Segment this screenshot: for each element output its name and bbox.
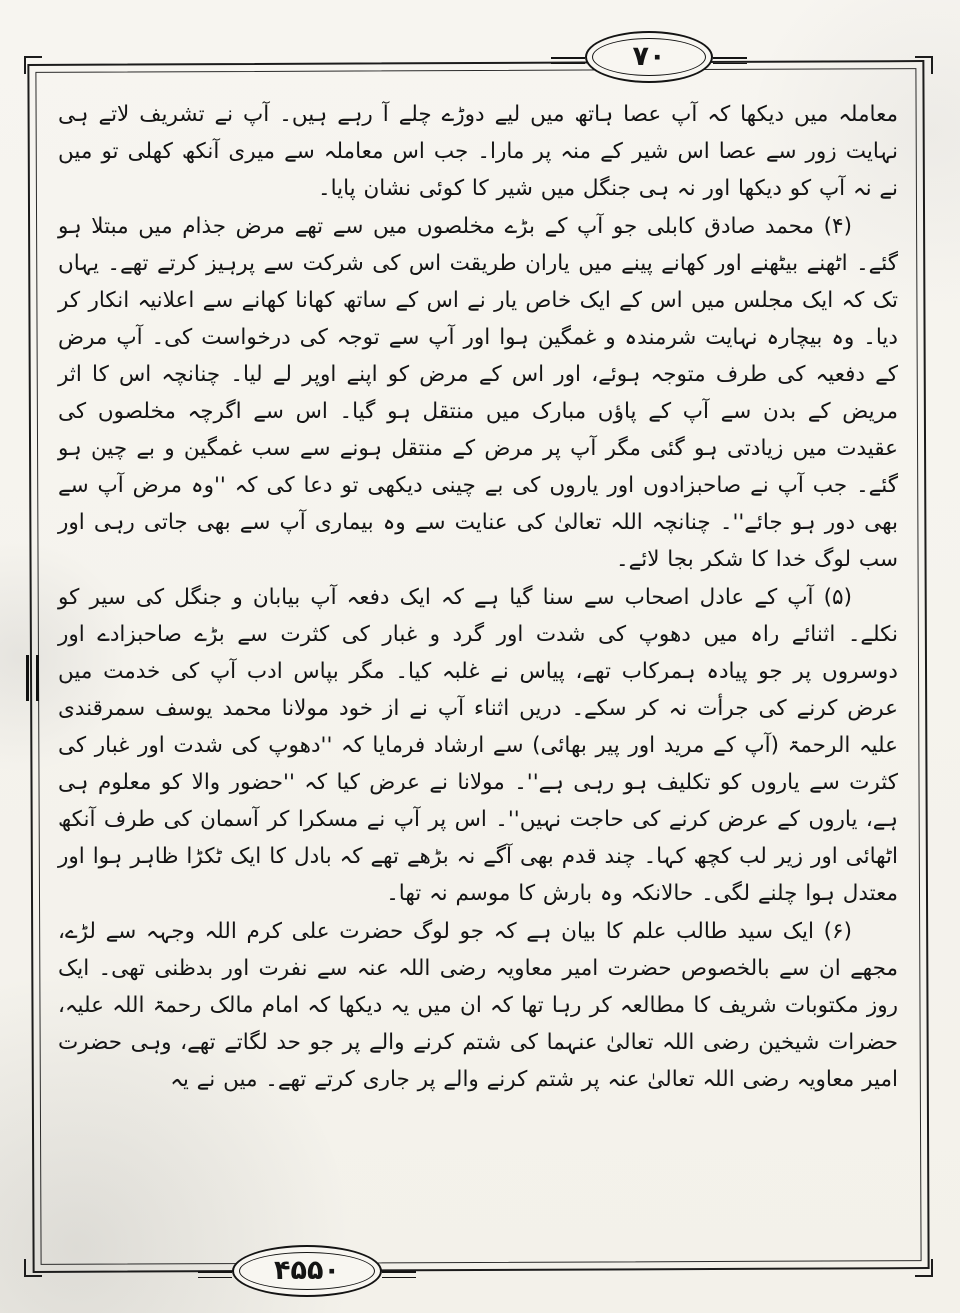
- corner-ornament-bottom-right: [915, 1259, 933, 1277]
- page-text-block: [58, 96, 898, 1223]
- page-number-cartouche-bottom: [232, 1247, 382, 1295]
- urdu-paragraph-5: (۵) آپ کے عادل اصحاب سے سنا گیا ہے کہ ایک دفعہ آپ بیابان و جنگل کی سیر کو نکلے۔ اثنائے راہ میں دھوپ کی شدت اور گرد و غبار کی کثرت سے بڑے صاحبزادے اور دوسروں پر جو پیادہ ہمرکاب تھے، پیاس نے غلبہ کیا۔ مگر بپاس ادب آپ کی خدمت میں عرض کرنے کی جرأت نہ کر سکے۔ دریں اثناء آپ نے از خود مولانا محمد یوسف سمرقندی علیہ الرحمۃ (آپ کے مرید اور پیر بھائی) سے ارشاد فرمایا کہ ''دھوپ کی شدت اور غبار کی کثرت سے یاروں کو تکلیف ہو رہی ہے''۔ مولانا نے عرض کیا کہ ''حضور والا کو معلوم ہی ہے، یاروں کے عرض کرنے کی حاجت نہیں''۔ اس پر آپ نے مسکرا کر آسمان کی طرف آنکھ اٹھائی اور زیر لب کچھ کہا۔ چند قدم بھی آگے نہ بڑھے تھے کہ بادل کا ایک ٹکڑا ظاہر ہوا اور معتدل ہوا چلنے لگی۔ حالانکہ وہ بارش کا موسم نہ تھا۔: [58, 585, 898, 906]
- urdu-paragraph-4: (۴) محمد صادق کابلی جو آپ کے بڑے مخلصوں میں سے تھے مرض جذام میں مبتلا ہو گئے۔ اٹھنے بیٹھنے اور کھانے پینے میں یاران طریقت اس کی شرکت سے پرہیز کرتے تھے۔ یہاں تک کہ ایک مجلس میں اس کے ایک خاص یار نے اس کے ساتھ کھانا کھانے سے اعلانیہ انکار کر دیا۔ وہ بیچارہ نہایت شرمندہ و غمگین ہوا اور آپ سے توجہ کی درخواست کی۔ آپ مرض کے دفعیہ کی طرف متوجہ ہوئے، اور اس کے مرض کو اپنے اوپر لے لیا۔ چنانچہ اس کا اثر مریض کے بدن سے آپ کے پاؤں مبارک میں منتقل ہو گیا۔ اس سے اگرچہ مخلصوں کی عقیدت میں زیادتی ہو گئی مگر آپ پر مرض کے منتقل ہونے سے سب غمگین و بے چین ہو گئے۔ جب آپ نے صاحبزادوں اور یاروں کی بے چینی دیکھی تو دعا کی کہ ''وہ مرض آپ سے بھی دور ہو جائے''۔ چنانچہ اللہ تعالیٰ کی عنایت سے وہ بیماری آپ سے بھی جاتی رہی اور سب لوگ خدا کا شکر بجا لائے۔: [58, 214, 898, 572]
- page-number-top: ۷۰: [632, 40, 666, 72]
- cartouche-wing: [713, 57, 747, 64]
- page-number-bottom: ۴۵۵۰: [274, 1254, 340, 1286]
- urdu-paragraph-continuation: معاملہ میں دیکھا کہ آپ عصا ہاتھ میں لیے دوڑے چلے آ رہے ہیں۔ آپ نے تشریف لاتے ہی نہایت زور سے عصا اس شیر کے منہ پر مارا۔ جب اس معاملہ سے میری آنکھ کھلی تو میں نے نہ آپ کو دیکھا اور نہ ہی جنگل میں شیر کا کوئی نشان پایا۔: [58, 102, 898, 201]
- corner-ornament-top-left: [24, 56, 42, 74]
- page-number-cartouche-top: [585, 33, 713, 81]
- cartouche-wing: [198, 1271, 232, 1278]
- urdu-paragraph-6: (۶) ایک سید طالب علم کا بیان ہے کہ جو لوگ حضرت علی کرم اللہ وجہہ سے لڑے، مجھے ان سے بالخصوص حضرت امیر معاویہ رضی اللہ عنہ سے نفرت اور بدظنی تھی۔ ایک روز مکتوبات شریف کا مطالعہ کر رہا تھا کہ ان میں یہ دیکھا کہ امام مالک رحمۃ اللہ علیہ، حضرات شیخین رضی اللہ تعالیٰ عنہما کی شتم کرنے والے پر جو حد لگاتے تھے، وہی حضرت امیر معاویہ رضی اللہ تعالیٰ عنہ پر شتم کرنے والے پر جاری کرتے تھے۔ میں نے یہ: [58, 919, 898, 1092]
- corner-ornament-bottom-left: [24, 1259, 42, 1277]
- cartouche-oval: [585, 31, 713, 83]
- cartouche-wing: [382, 1271, 416, 1278]
- cartouche-oval: [232, 1245, 382, 1297]
- corner-ornament-top-right: [915, 56, 933, 74]
- margin-mark: [26, 655, 39, 701]
- cartouche-wing: [551, 57, 585, 64]
